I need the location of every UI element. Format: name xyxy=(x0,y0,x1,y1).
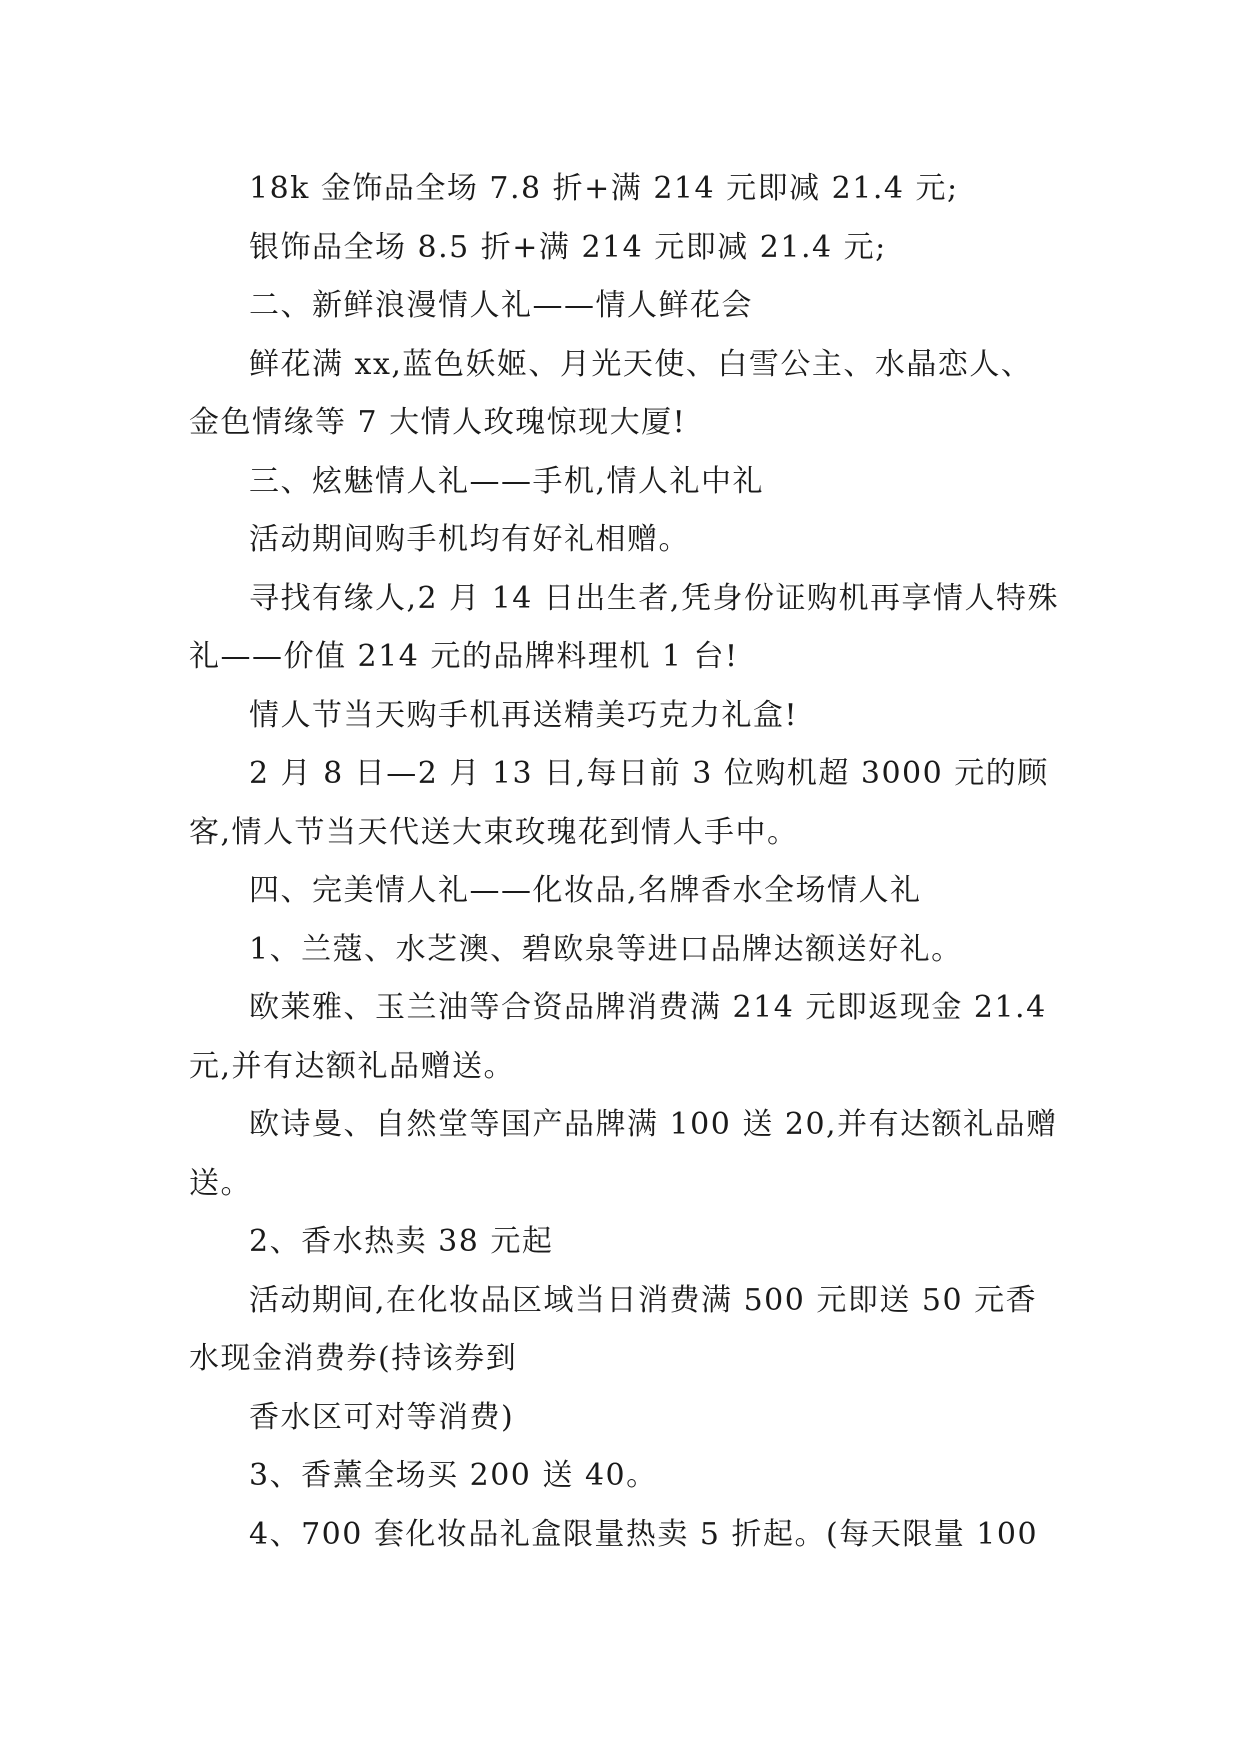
paragraph-domestic-brands: 欧诗曼、自然堂等国产品牌满 100 送 20,并有达额礼品赠送。 xyxy=(189,1107,1058,1201)
paragraph-aroma-offer: 3、香薰全场买 200 送 40。 xyxy=(249,1458,658,1493)
paragraph-phone-gifts: 活动期间购手机均有好礼相赠。 xyxy=(249,522,690,557)
section-heading-phones: 三、炫魅情人礼——手机,情人礼中礼 xyxy=(249,463,765,499)
paragraph-rose-delivery: 2 月 8 日—2 月 13 日,每日前 3 位购机超 3000 元的顾客,情人节当天代送大束玫瑰花到情人手中。 xyxy=(189,756,1049,850)
section-heading-flowers: 二、新鲜浪漫情人礼——情人鲜花会 xyxy=(249,288,753,323)
paragraph-gold-jewelry-discount: 18k 金饰品全场 7.8 折+满 214 元即减 21.4 元; xyxy=(249,171,959,206)
section-heading-cosmetics: 四、完美情人礼——化妆品,名牌香水全场情人礼 xyxy=(249,873,922,908)
paragraph-silver-jewelry-discount: 银饰品全场 8.5 折+满 214 元即减 21.4 元; xyxy=(249,229,887,265)
paragraph-perfume-sale: 2、香水热卖 38 元起 xyxy=(249,1224,554,1259)
paragraph-birthday-gift: 寻找有缘人,2 月 14 日出生者,凭身份证购机再享情人特殊礼——价值 214 元的品牌料理机 1 台! xyxy=(189,580,1059,674)
paragraph-perfume-voucher-continued: 香水区可对等消费) xyxy=(249,1399,515,1435)
paragraph-gift-box-sale: 4、700 套化妆品礼盒限量热卖 5 折起。(每天限量 100 xyxy=(249,1516,1039,1552)
paragraph-imported-brands: 1、兰蔻、水芝澳、碧欧泉等进口品牌达额送好礼。 xyxy=(249,931,963,967)
paragraph-joint-venture-brands: 欧莱雅、玉兰油等合资品牌消费满 214 元即返现金 21.4 元,并有达额礼品赠送。 xyxy=(189,990,1047,1084)
paragraph-perfume-voucher: 活动期间,在化妆品区域当日消费满 500 元即送 50 元香水现金消费券(持该券到 xyxy=(189,1282,1038,1376)
paragraph-flower-varieties: 鲜花满 xx,蓝色妖姬、月光天使、白雪公主、水晶恋人、金色情缘等 7 大情人玫瑰惊现大厦! xyxy=(189,346,1033,440)
document-body xyxy=(189,160,1059,1564)
paragraph-chocolate-gift: 情人节当天购手机再送精美巧克力礼盒! xyxy=(249,697,799,733)
